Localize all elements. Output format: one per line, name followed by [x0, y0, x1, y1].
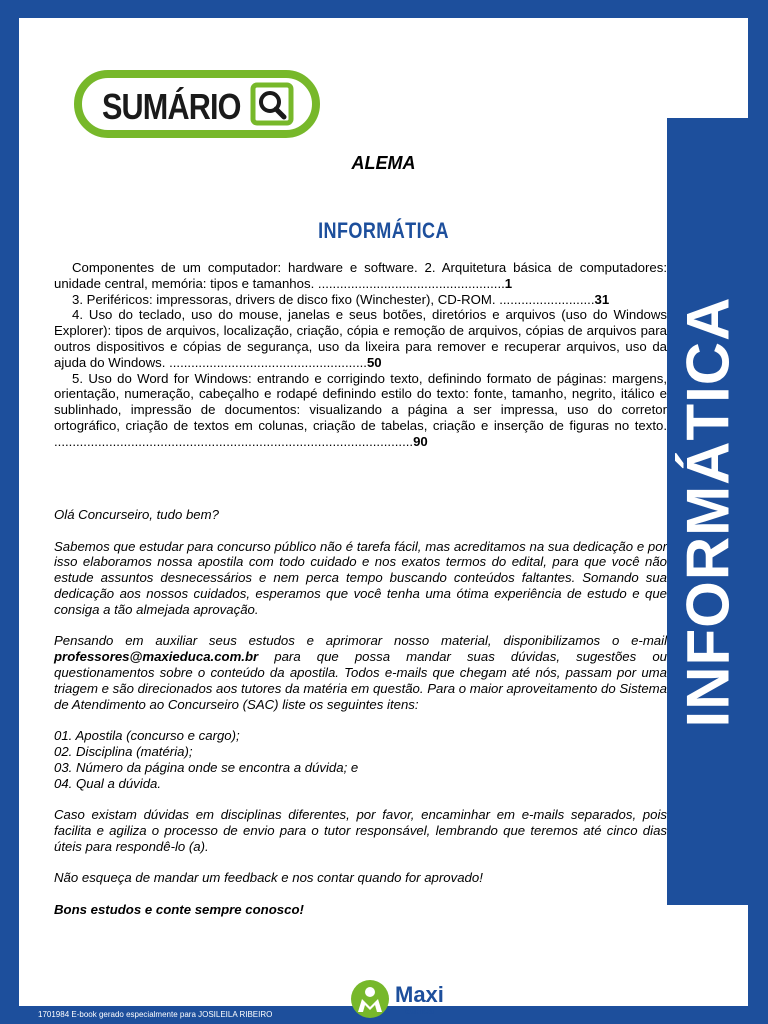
- welcome-message: [54, 507, 667, 934]
- list-item: 04. Qual a dúvida.: [54, 775, 162, 791]
- closing-line: Bons estudos e conte sempre conosco!: [54, 901, 304, 917]
- greeting: Olá Concurseiro, tudo bem?: [54, 507, 219, 522]
- toc-entry: 4. Uso do teclado, uso do mouse, janelas e seus botões, diretórios e arquivos (uso do Windows Explorer): tipos de arquivos, localização, criação, cópia e remoção de arquivos, cópias de arquivos para outros dispositivos e cópias de segurança, uso da lixeira para remover e recuperar arquivos, uso da ajuda do Windows. ......................................................50: [54, 307, 667, 370]
- table-of-contents: [54, 260, 667, 450]
- toc-entry: 3. Periféricos: impressoras, drivers de disco fixo (Winchester), CD-ROM. ..........................31: [72, 291, 610, 307]
- message-paragraph: Pensando em auxiliar seus estudos e aprimorar nosso material, disponibilizamos o e-mail professores@maxieduca.com.br para que possa mandar suas dúvidas, sugestões ou questionamentos sobre o conteúdo da apostila. Todos e-mails que chegam até nós, passam por uma triagem e são direcionados aos tutores da matéria em questão. Para o maior aproveitamento do Sistema de Atendimento ao Concurseiro (SAC) liste os seguintes itens:: [54, 633, 667, 712]
- list-item: 02. Disciplina (matéria);: [54, 743, 193, 759]
- message-paragraph: Caso existam dúvidas em disciplinas diferentes, por favor, encaminhar em e-mails separados, pois facilita e agiliza o processo de envio para o tutor responsável, lembrando que teremos até cinco dias úteis para respondê-lo (a).: [54, 807, 667, 854]
- toc-page-number: 1: [504, 275, 513, 291]
- search-icon: [250, 82, 294, 126]
- maxi-logo-icon: [349, 978, 393, 1020]
- toc-entry: 5. Uso do Word for Windows: entrando e corrigindo texto, definindo formato de páginas: margens, orientação, numeração, cabeçalho e rodapé definindo estilo do texto: fonte, tamanho, negrito, itálico e sublinhado, impressão de documentos: visualizando a página a ser impressa, uso do corretor ortográfico, criação de textos em colunas, criação de tabelas, criação e inserção de figuras no texto. ..................................................................................................90: [54, 370, 667, 449]
- subject-side-tab: [667, 118, 748, 905]
- toc-page-number: 50: [366, 354, 382, 370]
- subject-heading: INFORMÁTICA: [318, 218, 449, 243]
- footer-note: 1701984 E-book gerado especialmente para JOSILEILA RIBEIRO: [38, 1010, 273, 1019]
- side-tab-label: INFORMÁTICA: [674, 296, 741, 727]
- summary-logo-label: SUMÁRIO: [102, 86, 241, 127]
- document-title: ALEMA: [351, 153, 416, 173]
- toc-page-number: 31: [594, 291, 610, 307]
- toc-page-number: 90: [413, 433, 428, 449]
- brand-name: Maxi: [395, 982, 444, 1007]
- maxi-educa-logo: [349, 978, 459, 1020]
- list-item: 03. Número da página onde se encontra a dúvida; e: [54, 759, 359, 775]
- brand-subtitle: educa: [405, 1006, 434, 1017]
- toc-entry: Componentes de um computador: hardware e software. 2. Arquitetura básica de computadores: unidade central, memória: tipos e tamanhos. ...................................................1: [54, 260, 667, 291]
- contact-email-link[interactable]: professores@maxieduca.com.br: [54, 649, 259, 665]
- list-item: 01. Apostila (concurso e cargo);: [54, 728, 240, 744]
- summary-logo: [74, 70, 320, 138]
- checklist: [54, 728, 667, 791]
- message-paragraph: Não esqueça de mandar um feedback e nos contar quando for aprovado!: [54, 870, 483, 886]
- message-paragraph: Sabemos que estudar para concurso público não é tarefa fácil, mas acreditamos na sua dedicação e por isso elaboramos nossa apostila com todo cuidado e nos exatos termos do edital, para que você não estude assuntos desnecessários e nem perca tempo buscando conteúdos faltantes. Somando sua dedicação aos nossos cuidados, esperamos que você tenha uma ótima experiência de estudo e que consiga a tão almejada aprovação.: [54, 538, 667, 617]
